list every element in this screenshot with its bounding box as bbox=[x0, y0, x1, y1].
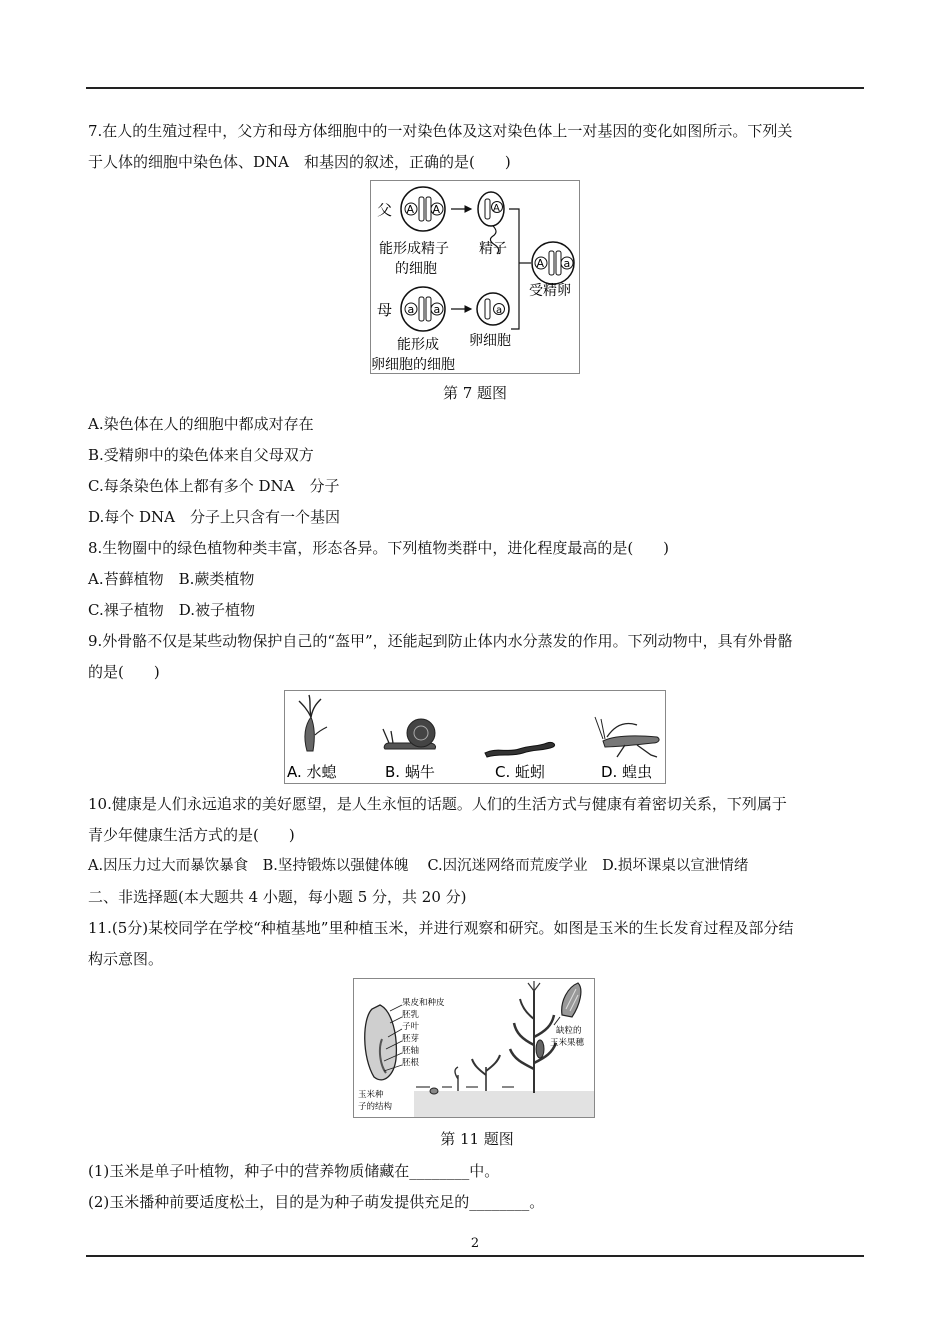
corn-growth-figure bbox=[354, 979, 594, 1117]
seed-part-label: 胚根 bbox=[402, 1058, 420, 1068]
mature-corn-plant-icon bbox=[510, 981, 556, 1093]
header-rule bbox=[86, 87, 864, 89]
locust-icon bbox=[595, 717, 659, 757]
corn-ear-icon bbox=[554, 983, 581, 1025]
chromosome bbox=[556, 251, 561, 275]
q8-options-line1: A.苔藓植物 B.蕨类植物 bbox=[88, 570, 255, 588]
egg-cell-label-2: 卵细胞的细胞 bbox=[371, 357, 455, 373]
mother-label: 母 bbox=[377, 301, 393, 319]
chromosome bbox=[426, 197, 431, 221]
animal-label-b: B. 蜗牛 bbox=[385, 763, 435, 781]
q11-sub2: (2)玉米播种前要适度松土，目的是为种子萌发提供充足的________。 bbox=[88, 1193, 545, 1211]
egg-cell-label-1: 能形成 bbox=[397, 337, 439, 353]
q7-figure bbox=[370, 180, 580, 374]
q7-option-d: D.每个 DNA 分子上只含有一个基因 bbox=[88, 508, 341, 526]
gene-label: A bbox=[536, 257, 545, 270]
ear-label-1: 缺粒的 bbox=[556, 1026, 582, 1036]
animals-figure bbox=[285, 691, 665, 783]
animal-label-d: D. 蝗虫 bbox=[601, 763, 653, 781]
seedling-icon bbox=[455, 1067, 458, 1091]
seed-label-1: 玉米种 bbox=[358, 1090, 384, 1100]
chromosome bbox=[419, 197, 424, 221]
page-number: 2 bbox=[470, 1236, 480, 1251]
earthworm-icon bbox=[485, 742, 555, 757]
q7-option-c: C.每条染色体上都有多个 DNA 分子 bbox=[88, 477, 340, 495]
q11-sub1: (1)玉米是单子叶植物，种子中的营养物质储藏在________中。 bbox=[88, 1162, 500, 1180]
bracket-line bbox=[509, 209, 519, 329]
sperm-cell-label-1: 能形成精子 bbox=[379, 241, 449, 257]
father-label: 父 bbox=[377, 201, 393, 219]
q10-options: A.因压力过大而暴饮暴食 B.坚持锻炼以强健体魄 C.因沉迷网络而荒废学业 D.损坏课桌以宣泄情绪 bbox=[88, 858, 749, 874]
q7-caption: 第 7 题图 bbox=[442, 384, 508, 402]
q8-stem: 8.生物圈中的绿色植物种类丰富，形态各异。下列植物类群中，进化程度最高的是( ) bbox=[88, 539, 670, 557]
seed-part-label: 子叶 bbox=[402, 1022, 420, 1032]
chromosome bbox=[426, 297, 431, 321]
q11-stem-line2: 构示意图。 bbox=[88, 950, 164, 968]
chromosome bbox=[485, 199, 490, 219]
zygote-label: 受精卵 bbox=[529, 283, 571, 299]
seed-label-2: 子的结构 bbox=[358, 1102, 393, 1112]
animal-label-c: C. 蚯蚓 bbox=[495, 763, 546, 781]
gene-label: a bbox=[496, 305, 503, 316]
egg-label: 卵细胞 bbox=[469, 333, 511, 349]
q10-stem-line2: 青少年健康生活方式的是( ) bbox=[88, 826, 295, 844]
q8-options-line2: C.裸子植物 D.被子植物 bbox=[88, 601, 255, 619]
q7-option-b: B.受精卵中的染色体来自父母双方 bbox=[88, 446, 314, 464]
seed-part-label: 胚轴 bbox=[402, 1046, 420, 1056]
seed-part-label: 果皮和种皮 bbox=[402, 998, 445, 1008]
q11-figure bbox=[353, 978, 595, 1118]
footer-rule bbox=[86, 1255, 864, 1257]
chromosome bbox=[549, 251, 554, 275]
sperm-label: 精子 bbox=[479, 241, 507, 257]
q11-caption: 第 11 题图 bbox=[440, 1130, 514, 1148]
q7-stem-line2: 于人体的细胞中染色体、DNA 和基因的叙述，正确的是( ) bbox=[88, 153, 511, 171]
young-plant-icon bbox=[472, 1055, 500, 1091]
leader-line bbox=[390, 1005, 402, 1011]
snail-icon bbox=[383, 719, 436, 749]
q7-option-a: A.染色体在人的细胞中都成对存在 bbox=[88, 415, 314, 433]
gene-label: A bbox=[432, 203, 441, 216]
q9-stem-line2: 的是( ) bbox=[88, 663, 160, 681]
gene-label: A bbox=[406, 203, 415, 216]
section2-heading: 二、非选择题(本大题共 4 小题，每小题 5 分，共 20 分) bbox=[88, 888, 467, 906]
q7-stem-line1: 7.在人的生殖过程中，父方和母方体细胞中的一对染色体及这对染色体上一对基因的变化如图所示。下列关 bbox=[88, 122, 793, 140]
chromosome bbox=[485, 299, 490, 319]
ear-label-2: 玉米果穗 bbox=[550, 1038, 585, 1048]
animal-label-a: A. 水螅 bbox=[287, 763, 337, 781]
q9-figure bbox=[284, 690, 666, 784]
chromosome bbox=[419, 297, 424, 321]
gene-label: a bbox=[563, 257, 571, 270]
q10-stem-line1: 10.健康是人们永远追求的美好愿望，是人生永恒的话题。人们的生活方式与健康有着密切关系，下列属于 bbox=[88, 795, 787, 813]
hydra-icon bbox=[299, 695, 327, 751]
q9-stem-line1: 9.外骨骼不仅是某些动物保护自己的“盔甲”，还能起到防止体内水分蒸发的作用。下列动物中，具有外骨骼 bbox=[88, 632, 793, 650]
seed-part-label: 胚乳 bbox=[402, 1010, 420, 1020]
sprouting-seed-icon bbox=[430, 1088, 438, 1094]
q11-stem-line1: 11.(5分)某校同学在学校“种植基地”里种植玉米，并进行观察和研究。如图是玉米的生长发育过程及部分结 bbox=[88, 919, 794, 937]
chromosome-diagram bbox=[371, 181, 579, 373]
soil bbox=[414, 1091, 594, 1117]
gene-label: a bbox=[433, 303, 441, 316]
gene-label: A bbox=[493, 203, 500, 214]
sperm-cell-label-2: 的细胞 bbox=[395, 261, 437, 277]
gene-label: a bbox=[407, 303, 415, 316]
seed-part-label: 胚芽 bbox=[402, 1034, 420, 1044]
